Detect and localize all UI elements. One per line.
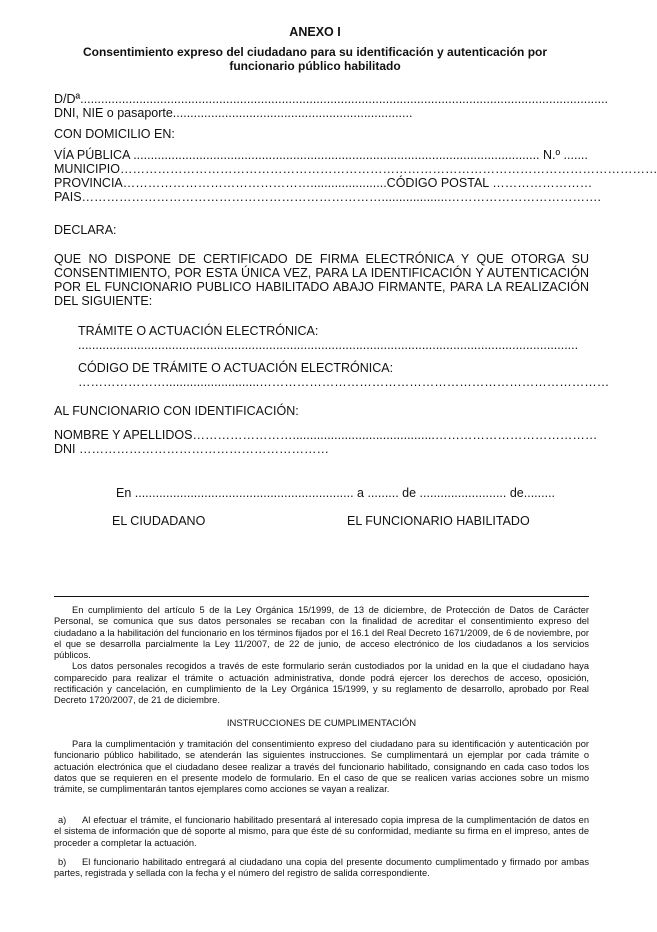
privacy-paragraph-2: Los datos personales recogidos a través de este formulario serán custodiados por la unidad en la que el ciudadano haya comparecido para realizar el trámite o actuación administrativa, donde podrá ejercer los derechos de acceso, oposición, rectificación y cancelación, en cumplimiento de la Ley Orgánica 15/1999, y su reglamento de desarrollo, aprobado por Real Decreto 1720/2007, de 21 de diciembre. [54,661,589,706]
province-postal-field: PROVINCIA………………………………………......................CÓDIGO POSTAL …………………… [54,176,593,190]
item-a-label: a) [58,815,67,825]
item-b-label: b) [58,857,67,867]
procedure-code-field: …………………...........................………………………………………………………………………… [78,375,610,389]
instructions-paragraph: Para la cumplimentación y tramitación del consentimiento expreso del ciudadano para su identificación y autenticación por funcionario público habilitado, se atenderán las siguientes instrucciones. Se cumplimentará un ejemplar por cada trámite o actuación electrónica que el ciudadano desee realizar a través del funcionario habilitado, consignando en cada caso todos los datos que se requieren en el presente modelo de formulario. En el caso de que se realicen varias acciones sobre un mismo trámite, se cumplimentarán tantos ejemplares como acciones se vayan a realizar. [54,739,589,795]
official-name-field: NOMBRE Y APELLIDOS…………………….........................................………………………………… [54,428,598,442]
official-dni-field: DNI …………………………………………………… [54,442,329,456]
municipality-field: MUNICIPIO………………………………………………………………………………………………………………… [54,162,657,176]
document-subtitle: Consentimiento expreso del ciudadano para su identificación y autenticación por funcionario público habilitado [82,45,548,73]
declares-heading: DECLARA: [54,223,117,237]
citizen-name-field: D/Dª........................................................................................................................................................ [54,92,609,106]
privacy-paragraph-1: En cumplimiento del artículo 5 de la Ley Orgánica 15/1999, de 13 de diciembre, de Protección de Datos de Carácter Personal, se comunica que sus datos personales se recaban con la finalidad de acreditar el consentimiento expreso del ciudadano a la habilitación del funcionario en los términos fijados por el 16.1 del Real Decreto 1671/2009, de 6 de noviembre, por el que se desarrolla parcialmente la Ley 11/2007, de 22 de junio, de acceso electrónico de los ciudadanos a los servicios públicos. [54,605,589,661]
footer-divider [54,596,589,597]
privacy-notice [54,605,589,707]
instruction-item-b [54,857,589,880]
instructions-text [54,739,589,795]
declaration-text: QUE NO DISPONE DE CERTIFICADO DE FIRMA ELECTRÓNICA Y QUE OTORGA SU CONSENTIMIENTO, POR ESTA ÚNICA VEZ, PARA LA IDENTIFICACIÓN Y AUTENTICACIÓN POR EL FUNCIONARIO PUBLICO HABILITADO ABAJO FIRMANTE, PARA LA REALIZACIÓN DEL SIGUIENTE: [54,252,589,308]
citizen-id-field: DNI, NIE o pasaporte..................................................................... [54,106,413,120]
instructions-heading: INSTRUCCIONES DE CUMPLIMENTACIÓN [226,718,417,729]
item-a-text: Al efectuar el trámite, el funcionario habilitado presentará al interesado copia impresa de la cumplimentación de datos en el sistema de información que dé soporte al mismo, para que éste dé su conformidad, mediante su firma en el impreso, antes de proceder a completar la actuación. [54,815,589,848]
procedure-code-label: CÓDIGO DE TRÁMITE O ACTUACIÓN ELECTRÓNICA: [78,361,394,375]
citizen-signature-label: EL CIUDADANO [112,514,206,528]
instruction-item-a [54,815,589,849]
procedure-field: ................................................................................................................................................ [78,338,579,352]
annex-title: ANEXO I [289,25,341,39]
place-date-line: En ............................................................... a ......... de ......................... de......... [116,486,556,500]
domicile-heading: CON DOMICILIO EN: [54,127,175,141]
street-field: VÍA PÚBLICA ..................................................................................................................... N.º ....... [54,148,588,162]
item-b-text: El funcionario habilitado entregará al ciudadano una copia del presente documento cumplimentado y firmado por ambas partes, registrada y sellada con la fecha y el número del registro de salida correspondiente. [54,857,589,879]
official-signature-label: EL FUNCIONARIO HABILITADO [347,514,530,528]
official-heading: AL FUNCIONARIO CON IDENTIFICACIÓN: [54,404,299,418]
procedure-label: TRÁMITE O ACTUACIÓN ELECTRÓNICA: [78,324,319,338]
country-field: PAIS………………………………………………………………...................………………………………. [54,190,602,204]
